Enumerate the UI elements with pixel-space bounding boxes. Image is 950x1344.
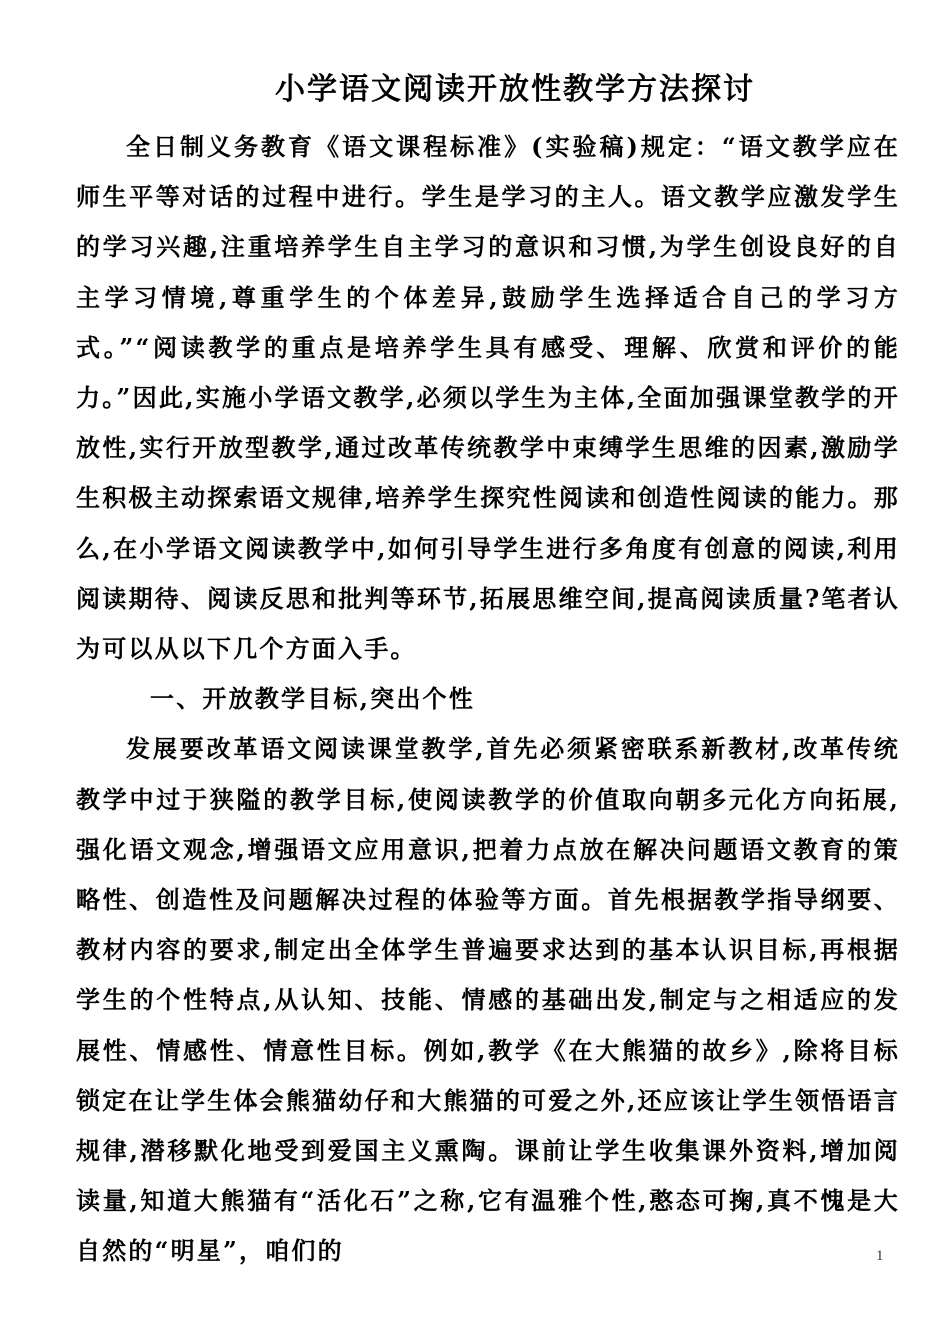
section-paragraph: 发展要改革语文阅读课堂教学,首先必须紧密联系新教材,改革传统教学中过于狭隘的教学目标,使阅读教学的价值取向朝多元化方向拓展,强化语文观念,增强语文应用意识,把着力点放在解决问题语文教育的策略性、创造性及问题解决过程的体验等方面。首先根据教学指导纲要、教材内容的要求,制定出全体学生普遍要求达到的基本认识目标,再根据学生的个性特点,从认知、技能、情感的基础出发,制定与之相适应的发展性、情感性、情意性目标。例如,教学《在大熊猫的故乡》,除将目标锁定在让学生体会熊猫幼仔和大熊猫的可爱之外,还应该让学生领悟语言规律,潜移默化地受到爱国主义熏陶。课前让学生收集课外资料,增加阅读量,知道大熊猫有“活化石”之称,它有温雅个性,憨态可掬,真不愧是大自然的“明星”，咱们的 [76, 734, 900, 1266]
document-body [76, 122, 900, 1277]
intro-paragraph: 全日制义务教育《语文课程标准》(实验稿)规定：“语文教学应在师生平等对话的过程中进行。学生是学习的主人。语文教学应激发学生的学习兴趣,注重培养学生自主学习的意识和习惯,为学生创设良好的自主学习情境,尊重学生的个体差异,鼓励学生选择适合自己的学习方式。”“阅读教学的重点是培养学生具有感受、理解、欣赏和评价的能力。”因此,实施小学语文教学,必须以学生为主体,全面加强课堂教学的开放性,实行开放型教学,通过改革传统教学中束缚学生思维的因素,激励学生积极主动探索语文规律,培养学生探究性阅读和创造性阅读的能力。那么,在小学语文阅读教学中,如何引导学生进行多角度有创意的阅读,利用阅读期待、阅读反思和批判等环节,拓展思维空间,提高阅读质量?笔者认为可以从以下几个方面入手。 [76, 132, 900, 664]
document-title: 小学语文阅读开放性教学方法探讨 [275, 72, 755, 107]
page-number: 1 [876, 1248, 884, 1264]
section-heading: 一、开放教学目标,突出个性 [150, 684, 475, 714]
